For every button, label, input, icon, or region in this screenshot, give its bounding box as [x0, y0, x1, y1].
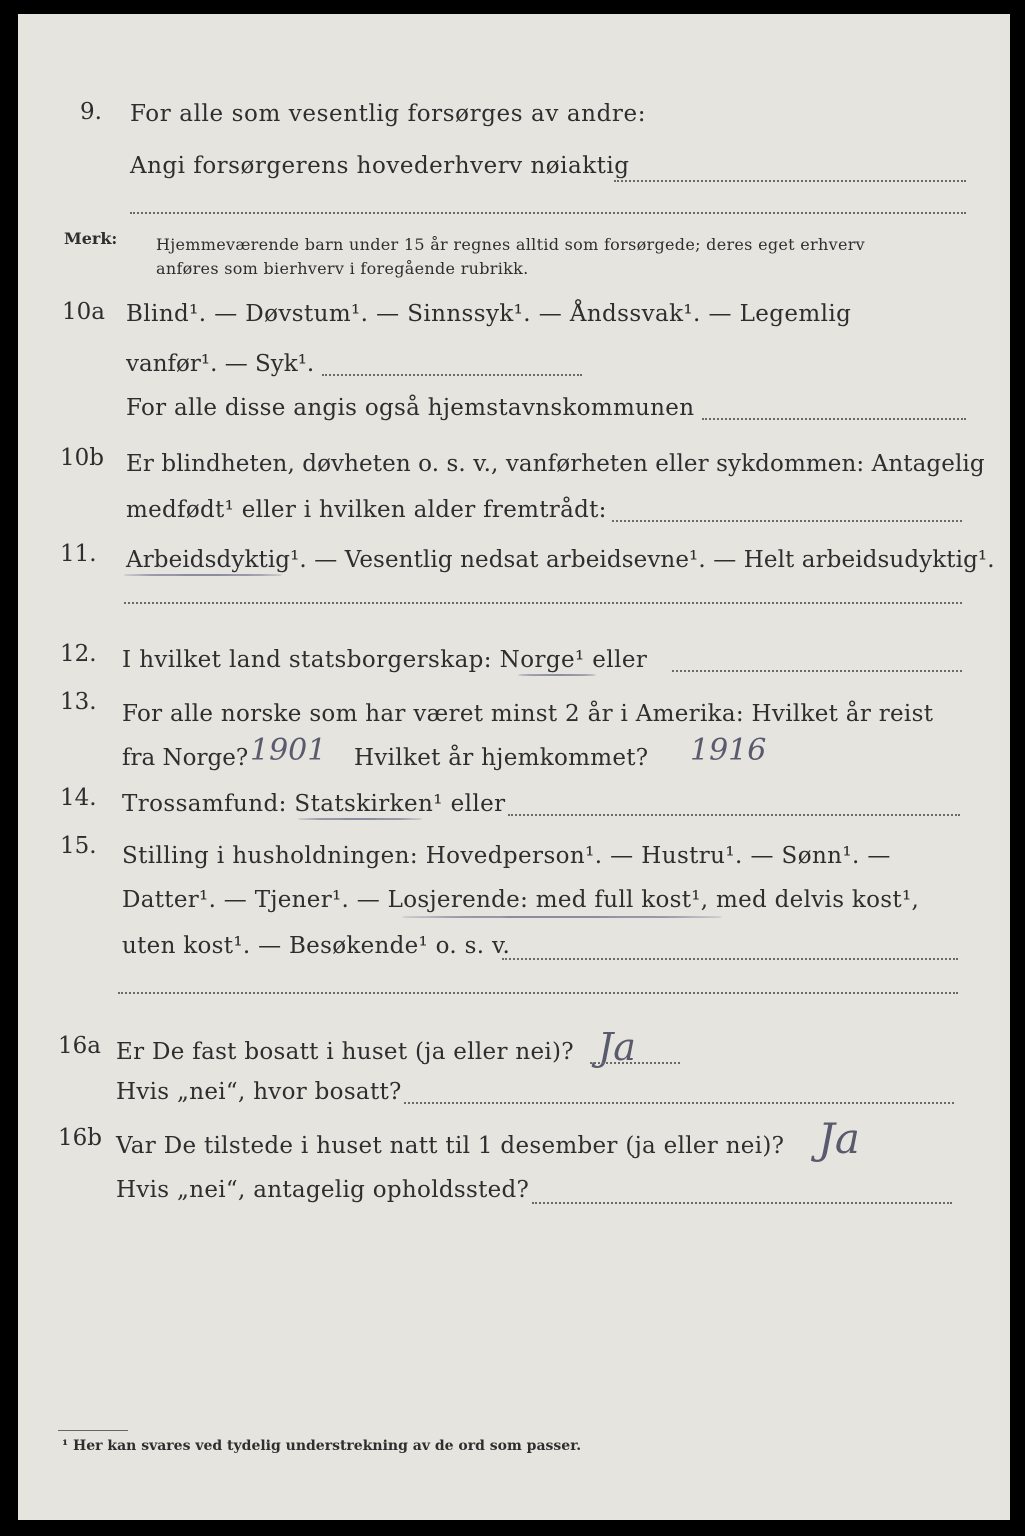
- q15-line1: Stilling i husholdningen: Hovedperson¹. — Hustru¹. — Sønn¹. —: [122, 843, 891, 869]
- q11-line1: Arbeidsdyktig¹. — Vesentlig nedsat arbeidsevne¹. — Helt arbeidsudyktig¹.: [126, 547, 995, 573]
- q16b-number: 16b: [58, 1125, 102, 1151]
- q15-line3: uten kost¹. — Besøkende¹ o. s. v.: [122, 933, 511, 959]
- q16b-answer: Ja: [818, 1114, 860, 1163]
- q12-answer-line: [672, 670, 962, 672]
- q14-underline-mark: [298, 818, 422, 820]
- q14-number: 14.: [60, 785, 97, 811]
- q16a-number: 16a: [58, 1033, 101, 1059]
- q16b-line2: Hvis „nei“, antagelig opholdssted?: [116, 1177, 530, 1203]
- q15-number: 15.: [60, 833, 97, 859]
- q10a-answer-line: [322, 374, 582, 376]
- merk-line1: Hjemmeværende barn under 15 år regnes alltid som forsørgede; deres eget erhverv: [156, 235, 865, 254]
- footnote-text: ¹ Her kan svares ved tydelig understrekning av de ord som passer.: [62, 1438, 582, 1454]
- q16b-line1: Var De tilstede i huset natt til 1 desember (ja eller nei)?: [116, 1133, 785, 1159]
- q16a-location-line: [404, 1102, 954, 1104]
- q9-number: 9.: [80, 99, 102, 125]
- q15-extra-line: [118, 992, 958, 994]
- q10b-number: 10b: [60, 445, 104, 471]
- q12-line1: I hvilket land statsborgerskap: Norge¹ eller: [122, 647, 648, 673]
- q16b-location-line: [532, 1202, 952, 1204]
- q9-answer-line: [614, 180, 966, 182]
- footnote-rule: [58, 1430, 128, 1431]
- q16a-answer: Ja: [598, 1025, 636, 1069]
- q15-answer-line: [502, 958, 958, 960]
- census-form-page: [18, 14, 1010, 1520]
- q13-number: 13.: [60, 689, 97, 715]
- q16a-line1: Er De fast bosatt i huset (ja eller nei)?: [116, 1039, 574, 1065]
- q14-answer-line: [508, 814, 960, 816]
- merk-line2: anføres som bierhverv i foregående rubrikk.: [156, 259, 529, 278]
- q9-line2: Angi forsørgerens hovederhverv nøiaktig: [130, 153, 630, 179]
- q16a-line2: Hvis „nei“, hvor bosatt?: [116, 1079, 402, 1105]
- q10b-line2: medfødt¹ eller i hvilken alder fremtrådt:: [126, 497, 607, 523]
- q13-line2a: fra Norge?: [122, 745, 249, 771]
- merk-label: Merk:: [64, 229, 118, 248]
- q12-underline-mark: [518, 674, 596, 676]
- q16a-answer-line: [590, 1062, 680, 1064]
- q11-underline-mark: [124, 574, 282, 576]
- q10a-line3: For alle disse angis også hjemstavnskommunen: [126, 395, 695, 421]
- q13-answer-year-left: 1901: [250, 733, 327, 768]
- q13-line1: For alle norske som har været minst 2 år i Amerika: Hvilket år reist: [122, 701, 934, 727]
- q15-line2: Datter¹. — Tjener¹. — Losjerende: med full kost¹, med delvis kost¹,: [122, 887, 920, 913]
- q13-line2b: Hvilket år hjemkommet?: [354, 745, 649, 771]
- q11-answer-line: [124, 602, 962, 604]
- q10a-line1: Blind¹. — Døvstum¹. — Sinnssyk¹. — Åndssvak¹. — Legemlig: [126, 301, 852, 327]
- q10b-answer-line: [612, 520, 962, 522]
- q14-line1: Trossamfund: Statskirken¹ eller: [122, 791, 506, 817]
- q10b-line1: Er blindheten, døvheten o. s. v., vanførheten eller sykdommen: Antagelig: [126, 451, 985, 477]
- q15-underline-mark: [402, 916, 722, 918]
- q13-answer-year-home: 1916: [690, 733, 767, 768]
- q9-extra-line: [130, 212, 966, 214]
- q9-line1: For alle som vesentlig forsørges av andre:: [130, 101, 647, 127]
- q10a-number: 10a: [62, 299, 105, 325]
- q10a-kommune-line: [702, 418, 966, 420]
- q10a-line2: vanfør¹. — Syk¹.: [126, 351, 315, 377]
- q11-number: 11.: [60, 541, 97, 567]
- q12-number: 12.: [60, 641, 97, 667]
